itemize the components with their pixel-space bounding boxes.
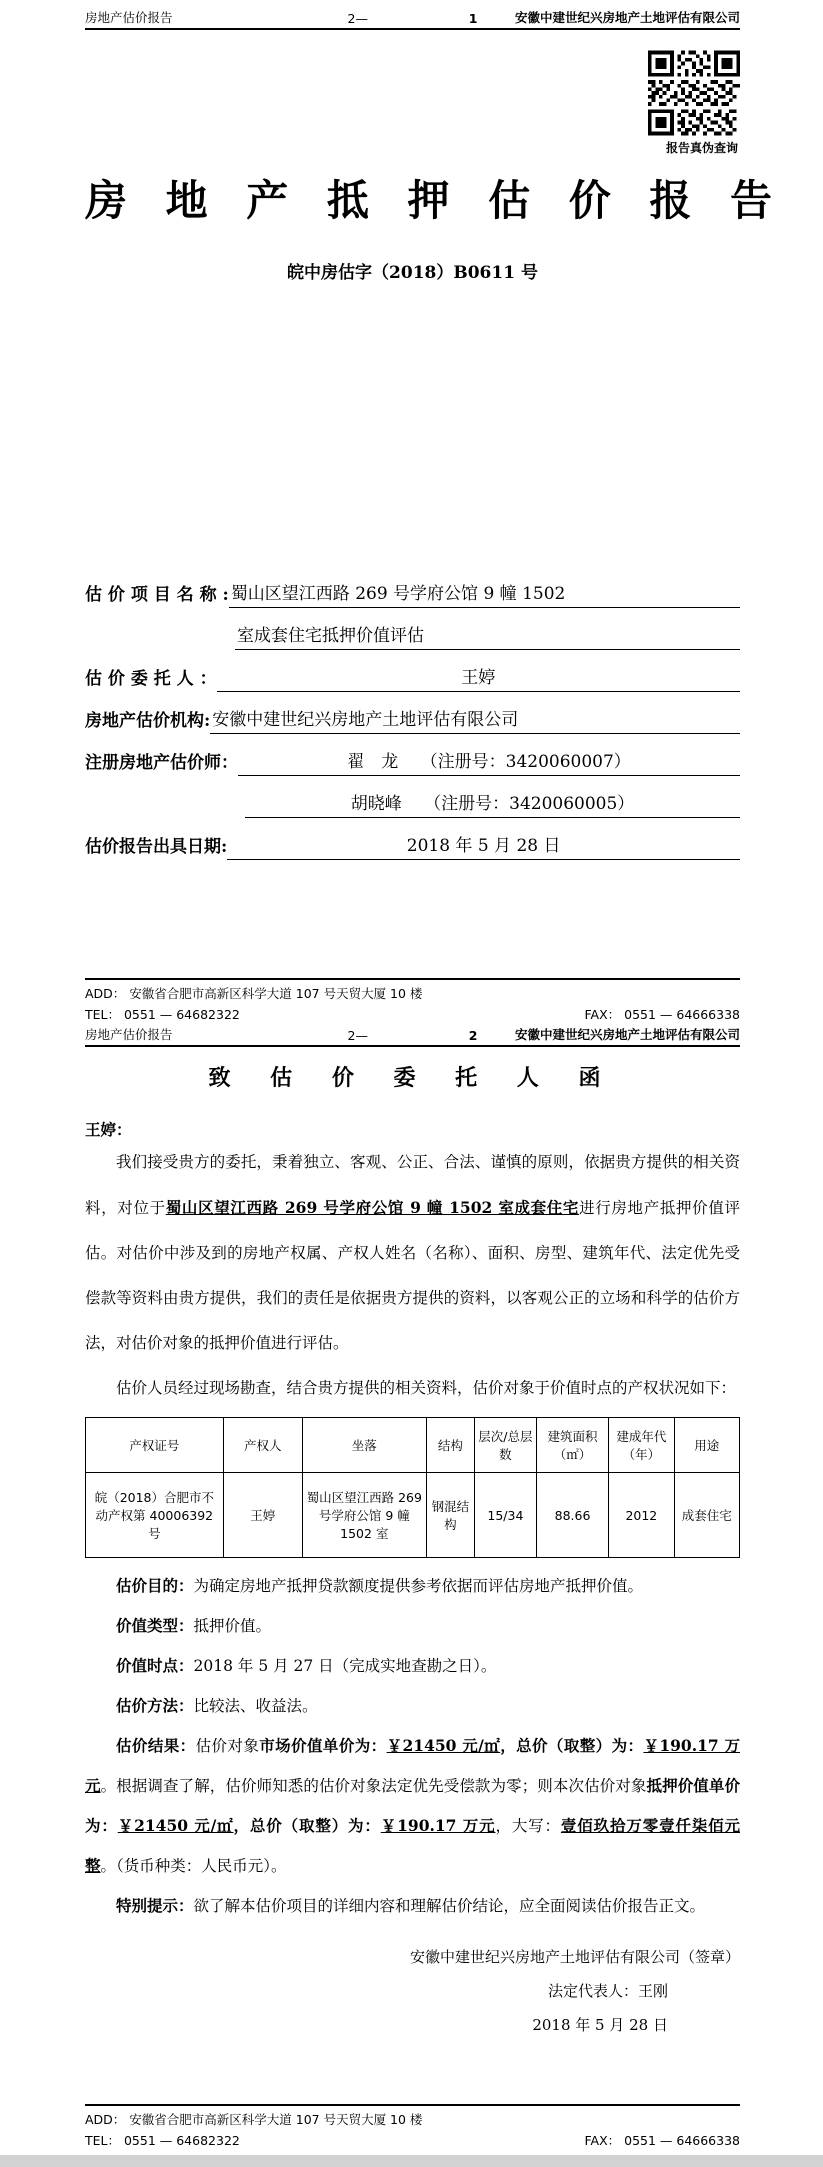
- field-project-name-cont: [85, 623, 740, 650]
- total-price-value: ￥190.17 万元: [85, 1736, 740, 1795]
- cover-form: [85, 581, 740, 860]
- item-text: 比较法、收益法。: [193, 1697, 318, 1715]
- mortgage-total-price-value: ￥190.17 万元: [380, 1816, 496, 1835]
- text-segment: 估价对象: [195, 1737, 260, 1755]
- salutation: 王婷：: [85, 1121, 132, 1139]
- page-number: 1: [468, 11, 478, 26]
- qr-block: [85, 50, 740, 156]
- text-segment: 。（货币种类：人民币元）。: [100, 1857, 287, 1875]
- signature-block: [85, 1940, 740, 2042]
- running-header-doc-label: 房地产估价报告: [85, 1027, 173, 1042]
- footer-tel: TEL： 0551 — 64682322: [85, 1007, 240, 1022]
- page2-running-header: [85, 1025, 740, 1047]
- text-segment: 进行房地产抵押价值评估。对估价中涉及到的房地产权属、产权人姓名（名称）、面积、房型、建筑年代、法定优先受偿款等资料由贵方提供，我们的责任是依据贵方提供的资料，以客观公正的立场和科学的估价方法，对估价对象的抵押价值进行评估。: [85, 1199, 740, 1352]
- field-label: 房地产估价机构:: [85, 711, 211, 731]
- item-text: 为确定房地产抵押贷款额度提供参考依据而评估房地产抵押价值。: [193, 1577, 644, 1595]
- report-title: 房 地 产 抵 押 估 价 报 告: [85, 176, 784, 225]
- item-result: [85, 1726, 740, 1886]
- text-segment: 市场价值单价为：: [259, 1736, 387, 1755]
- page-separator: 2—: [347, 1028, 368, 1043]
- field-value: 2018 年 5 月 28 日: [227, 833, 740, 860]
- cell-owner: 王婷: [223, 1473, 302, 1558]
- footer-address: ADD： 安徽省合肥市高新区科学大道 107 号天贸大厦 10 楼: [85, 986, 423, 1001]
- document-number: 皖中房估字（2018）B0611 号: [287, 263, 538, 283]
- table-header-row: [86, 1418, 740, 1473]
- qr-caption: 报告真伪查询: [665, 141, 738, 155]
- item-label: 估价方法：: [116, 1696, 194, 1715]
- cell-structure: 钢混结构: [426, 1473, 474, 1558]
- running-header-company: 安徽中建世纪兴房地产土地评估有限公司: [514, 1027, 740, 1042]
- signature-legal-rep: 法定代表人：王刚: [547, 1982, 668, 2000]
- mortgage-unit-price-value: ￥21450 元/㎡: [117, 1816, 234, 1835]
- table-row: [86, 1473, 740, 1558]
- cell-use: 成套住宅: [674, 1473, 739, 1558]
- footer-tel-fax: [85, 2131, 740, 2149]
- col-header-cert-no: 产权证号: [86, 1418, 224, 1473]
- item-label: 估价结果：: [116, 1736, 196, 1755]
- item-value-type: [85, 1606, 740, 1646]
- cell-location: 蜀山区望江西路 269 号学府公馆 9 幢 1502 室: [302, 1473, 426, 1558]
- field-agency: [85, 707, 740, 734]
- cell-year: 2012: [609, 1473, 674, 1558]
- field-label: 估 价 委 托 人 ：: [85, 669, 217, 689]
- page-1: [0, 8, 823, 1023]
- field-project-name: [85, 581, 740, 608]
- cell-cert-no: 皖（2018）合肥市不动产权第 40006392 号: [86, 1473, 224, 1558]
- signature-date: 2018 年 5 月 28 日: [532, 2016, 668, 2034]
- col-header-owner: 产权人: [223, 1418, 302, 1473]
- letter-title: 致 估 价 委 托 人 函: [208, 1065, 617, 1091]
- bottom-gray-strip: [0, 2155, 823, 2167]
- text-segment: 估价人员经过现场勘查，结合贵方提供的相关资料，估价对象于价值时点的产权状况如下：: [116, 1379, 737, 1397]
- field-value: 翟 龙 （注册号：3420060007）: [238, 749, 740, 776]
- property-name-highlight: 蜀山区望江西路 269 号学府公馆 9 幢 1502 室成套住宅: [165, 1198, 580, 1217]
- item-text: 抵押价值。: [193, 1617, 272, 1635]
- item-text: 欲了解本估价项目的详细内容和理解估价结论，应全面阅读估价报告正文。: [193, 1897, 706, 1915]
- footer-fax: FAX： 0551 — 64666338: [584, 1007, 740, 1022]
- field-client: [85, 665, 740, 692]
- field-value: 王婷: [217, 665, 740, 692]
- col-header-area: 建筑面积（㎡）: [536, 1418, 608, 1473]
- field-appraiser-1: [85, 749, 740, 776]
- running-header-doc-label: 房地产估价报告: [85, 10, 173, 25]
- property-rights-table: [85, 1417, 740, 1558]
- item-purpose: [85, 1566, 740, 1606]
- paragraph-commission: [85, 1140, 740, 1366]
- appraisal-items: [85, 1566, 740, 1926]
- page1-running-header: [85, 8, 740, 30]
- footer-address: ADD： 安徽省合肥市高新区科学大道 107 号天贸大厦 10 楼: [85, 2112, 423, 2127]
- col-header-structure: 结构: [426, 1418, 474, 1473]
- signature-company: 安徽中建世纪兴房地产土地评估有限公司（签章）: [409, 1948, 740, 1966]
- page-number: 2: [468, 1028, 478, 1043]
- item-notice: [85, 1886, 740, 1926]
- item-label: 估价目的：: [116, 1576, 194, 1595]
- item-label: 价值时点：: [116, 1656, 194, 1675]
- page1-footer: [85, 978, 740, 1023]
- unit-price-value: ￥21450 元/㎡: [386, 1736, 501, 1755]
- text-segment: ，总价（取整）为：: [500, 1736, 644, 1755]
- item-label: 特别提示：: [116, 1896, 194, 1915]
- col-header-floor: 层次/总层数: [474, 1418, 536, 1473]
- qr-code-icon: [648, 50, 740, 136]
- text-segment: ，总价（取整）为：: [233, 1816, 381, 1835]
- footer-fax: FAX： 0551 — 64666338: [584, 2133, 740, 2148]
- amount-in-words: 壹佰玖拾万零壹仟柒佰元整: [85, 1816, 741, 1875]
- page-separator: 2—: [347, 11, 368, 26]
- page2-footer: [85, 2104, 740, 2149]
- footer-tel-fax: [85, 1005, 740, 1023]
- field-value: 胡晓峰 （注册号：3420060005）: [245, 791, 740, 818]
- page-2: [0, 1025, 823, 2149]
- cell-floor: 15/34: [474, 1473, 536, 1558]
- item-method: [85, 1686, 740, 1726]
- field-label: 注册房地产估价师：: [85, 753, 238, 773]
- field-label: 估价报告出具日期:: [85, 837, 228, 857]
- col-header-use: 用途: [674, 1418, 739, 1473]
- running-header-company: 安徽中建世纪兴房地产土地评估有限公司: [514, 10, 740, 25]
- field-issue-date: [85, 833, 740, 860]
- text-segment: 抵押价值单价为：: [85, 1776, 740, 1835]
- text-segment: 我们接受贵方的委托，秉着独立、客观、公正、合法、谨慎的原则，依据贵方提供的相关资料，对位于: [85, 1153, 740, 1217]
- col-header-year: 建成年代（年）: [609, 1418, 674, 1473]
- qr-code-svg: [648, 50, 740, 136]
- field-value: 蜀山区望江西路 269 号学府公馆 9 幢 1502: [229, 581, 740, 608]
- field-appraiser-2: [85, 791, 740, 818]
- field-label: 估 价 项 目 名 称 :: [85, 585, 229, 605]
- text-segment: 。根据调查了解，估价师知悉的估价对象法定优先受偿款为零；则本次估价对象: [100, 1777, 647, 1795]
- text-segment: ，大写：: [495, 1817, 561, 1835]
- footer-tel: TEL： 0551 — 64682322: [85, 2133, 240, 2148]
- item-value-date: [85, 1646, 740, 1686]
- running-header-page-indicator: [330, 11, 496, 26]
- running-header-page-indicator: [330, 1028, 496, 1043]
- field-value: 安徽中建世纪兴房地产土地评估有限公司: [210, 707, 740, 734]
- field-value: 室成套住宅抵押价值评估: [235, 623, 740, 650]
- col-header-location: 坐落: [302, 1418, 426, 1473]
- item-text: 2018 年 5 月 27 日（完成实地查勘之日）。: [193, 1657, 497, 1675]
- item-label: 价值类型：: [116, 1616, 194, 1635]
- cell-area: 88.66: [536, 1473, 608, 1558]
- paragraph-survey: [85, 1366, 740, 1411]
